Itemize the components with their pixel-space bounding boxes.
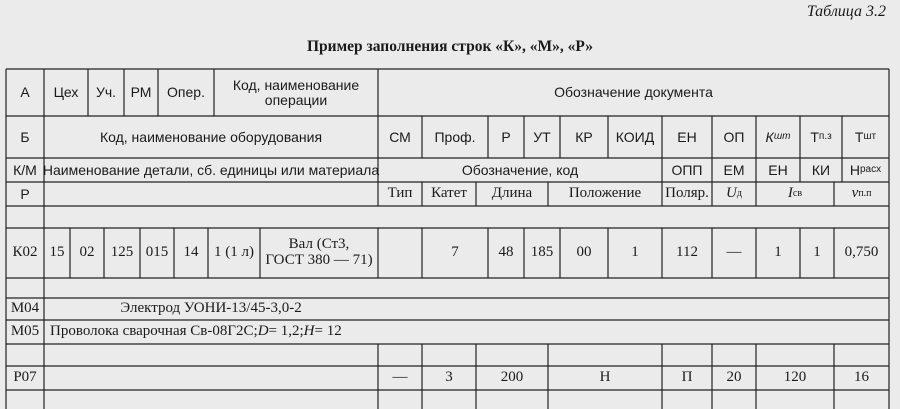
table-number: Таблица 3.2 [806, 3, 886, 20]
col-cm-header: СМ [389, 128, 411, 145]
col-equipment-header: Код, наименование оборудования [99, 128, 323, 145]
col-k-sht-header: К шт [765, 128, 791, 145]
col-kr-header: КР [575, 128, 593, 145]
col-t-sht-header: Т шт [854, 128, 877, 145]
row-k02-v4: 00 [576, 244, 592, 261]
row-p07-leg: 3 [445, 369, 453, 386]
col-part-name-header: Наименование детали, сб. единицы или материала [42, 161, 380, 178]
row-k02-v10: 0,750 [844, 244, 879, 261]
col-koid-header: КОИД [615, 128, 655, 145]
row-k02-c6: 14 [183, 244, 199, 261]
row-m04-text: Электрод УОНИ-13/45-3,0-2 [120, 300, 302, 317]
col-n-rash-header: Н расх [849, 161, 882, 178]
col-operation-header: Опер. [167, 84, 205, 101]
row-k02-code: К02 [12, 244, 38, 261]
row-k02-v8: 1 [774, 244, 782, 261]
row-m05-code: М05 [10, 323, 40, 340]
col-leg-header: Катет [431, 185, 467, 202]
col-em-header: ЕМ [723, 161, 745, 178]
row-k02-section: 02 [79, 244, 95, 261]
row-k02-name [260, 228, 378, 278]
row-k02-v1: 7 [451, 244, 459, 261]
row-k02-v7: — [726, 244, 742, 261]
row-p07-ud: 20 [726, 369, 742, 386]
col-position-header: Положение [568, 185, 642, 202]
row-k02-operation: 015 [145, 244, 169, 261]
row-p-letter: Р [20, 185, 30, 202]
row-k02-v3: 185 [530, 244, 554, 261]
row-k02-workplace: 125 [110, 244, 134, 261]
row-k02-v6: 112 [676, 244, 698, 261]
col-en2-header: ЕН [768, 161, 788, 178]
row-a-letter: А [20, 84, 30, 101]
col-ki-header: КИ [811, 161, 831, 178]
op-code-line1: Код, наименование [232, 76, 360, 93]
col-ud-header: U д [726, 185, 742, 202]
col-length-header: Длина [491, 185, 533, 202]
row-km-letter: К/М [13, 161, 37, 178]
col-op-header: ОП [723, 128, 745, 145]
col-workplace-header: РМ [130, 84, 152, 101]
col-isv-header: I св [787, 185, 803, 202]
row-k02-workshop: 15 [49, 244, 65, 261]
row-k02-v2: 48 [498, 244, 514, 261]
row-k02-v5: 1 [631, 244, 639, 261]
row-p07-length: 200 [500, 369, 524, 386]
row-p07-type: — [392, 369, 408, 386]
row-k02-name-line2: ГОСТ 380 — 71) [265, 252, 373, 268]
table-caption: Пример заполнения строк «К», «М», «Р» [306, 38, 593, 55]
col-ut-header: УТ [533, 128, 551, 145]
row-p07-vpp: 16 [854, 369, 869, 386]
row-k02-v9: 1 [813, 244, 821, 261]
row-k02-c7: 1 (1 л) [214, 244, 254, 261]
col-prof-header: Проф. [434, 128, 476, 145]
row-k02-name-line1: Вал (Ст3, [288, 236, 350, 253]
col-designation-code-header: Обозначение, код [461, 161, 579, 178]
row-m05-text: Проволока сварочная Св-08Г2С; D = 1,2; H = 12 [50, 323, 342, 340]
col-doc-designation-header: Обозначение документа [554, 84, 713, 101]
col-type-header: Тип [387, 185, 413, 202]
row-p07-polarity: П [681, 369, 693, 386]
col-section-header: Уч. [95, 84, 117, 101]
col-r-header: Р [501, 128, 511, 145]
col-t-pz-header: Т п.з [810, 128, 832, 145]
col-workshop-header: Цех [53, 84, 79, 101]
op-code-line2: операции [264, 91, 328, 108]
row-m04-code: М04 [10, 300, 40, 317]
row-p07-position: Н [599, 369, 611, 386]
row-b-letter: Б [20, 128, 30, 145]
col-polarity-header: Поляр. [665, 185, 709, 202]
row-p07-isv: 120 [783, 369, 807, 386]
col-vpp-header: v п.п [851, 185, 872, 202]
col-op-code-header [214, 69, 378, 116]
col-en-header: ЕН [677, 128, 697, 145]
row-p07-code: Р07 [13, 369, 37, 386]
col-opp-header: ОПП [671, 161, 703, 178]
